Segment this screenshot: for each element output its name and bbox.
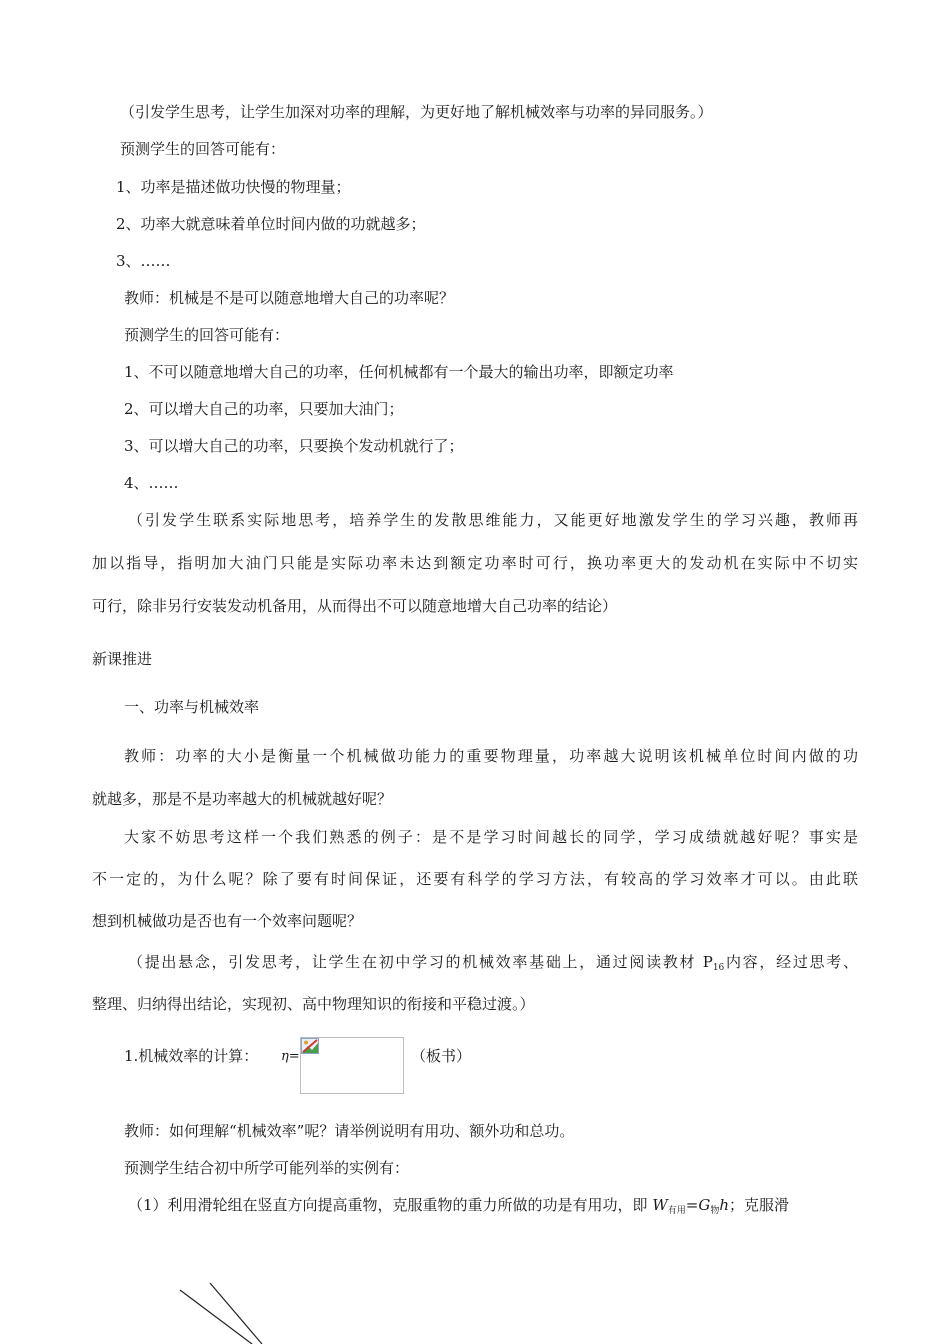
text-line-21: 想到机械做功是否也有一个效率问题呢？: [92, 912, 363, 930]
text-line-13: 加以指导，指明加大油门只能是实际功率未达到额定功率时可行，换功率更大的发动机在实际中不切实: [92, 554, 858, 572]
gravity-symbol: G: [698, 1196, 711, 1214]
text-line-8: 1、不可以随意地增大自己的功率，任何机械都有一个最大的输出功率，即额定功率: [124, 363, 674, 381]
eta-symbol: η=: [281, 1049, 300, 1064]
height-symbol: h: [719, 1196, 730, 1214]
diagram-line-right: [210, 1283, 262, 1344]
section-heading: 新课推进: [92, 650, 153, 668]
work-subscript: 有用: [667, 1206, 686, 1216]
text-line-10: 3、可以增大自己的功率，只要换个发动机就行了；: [124, 437, 464, 455]
last-line-text-after: ；克服滑: [729, 1196, 790, 1214]
formula-label: 1.机械效率的计算：: [124, 1047, 259, 1065]
text-line-7: 预测学生的回答可能有：: [124, 326, 290, 344]
text-line-12: （引发学生联系实际地思考，培养学生的发散思维能力，又能更好地激发学生的学习兴趣，教师再: [128, 511, 858, 529]
last-line-text-before: （1）利用滑轮组在竖直方向提高重物，克服重物的重力所做的功是有用功，即: [128, 1196, 653, 1214]
subsection-heading: 一、功率与机械效率: [124, 698, 260, 716]
text-line-11: 4、……: [124, 474, 179, 492]
text-line-4: 2、功率大就意味着单位时间内做的功就越多；: [116, 215, 426, 233]
text-line-20: 不一定的，为什么呢？除了要有时间保证，还要有科学的学习方法，有较高的学习效率才可以。由此联: [92, 870, 858, 888]
text-line-19: 大家不妨思考这样一个我们熟悉的例子：是不是学习时间越长的同学，学习成绩就越好呢？事实是: [124, 828, 858, 846]
text-line-9: 2、可以增大自己的功率，只要加大油门；: [124, 400, 404, 418]
p16-text-after: 内容，经过思考、: [724, 953, 858, 971]
text-line-17: 教师：功率的大小是衡量一个机械做功能力的重要物理量，功率越大说明该机械单位时间内做的功: [124, 747, 858, 765]
text-line-18: 就越多，那是不是功率越大的机械就越好呢？: [92, 790, 393, 808]
text-line-14: 可行，除非另行安装发动机备用，从而得出不可以随意地增大自己功率的结论）: [92, 597, 618, 615]
text-line-25: 教师：如何理解“机械效率”呢？请举例说明有用功、额外功和总功。: [124, 1122, 575, 1140]
text-line-23: 整理、归纳得出结论，实现初、高中物理知识的衔接和平稳过渡。）: [92, 995, 535, 1013]
p16-subscript: 16: [712, 963, 725, 973]
text-line-26: 预测学生结合初中所学可能列举的实例有：: [124, 1159, 410, 1177]
work-symbol: W: [652, 1196, 668, 1214]
text-line-5: 3、……: [116, 252, 171, 270]
text-line-1: （引发学生思考，让学生加深对功率的理解，为更好地了解机械效率与功率的异同服务。）: [120, 103, 713, 121]
diagram-line-left: [180, 1290, 252, 1344]
p16-text-before: （提出悬念，引发思考，让学生在初中学习的机械效率基础上，通过阅读教材 P: [128, 953, 713, 971]
text-line-3: 1、功率是描述做功快慢的物理量；: [116, 178, 351, 196]
text-line-2: 预测学生的回答可能有：: [120, 140, 286, 158]
gravity-subscript: 物: [710, 1206, 720, 1216]
equals-sign: =: [685, 1196, 699, 1214]
formula-note: （板书）: [411, 1047, 472, 1065]
text-line-6: 教师：机械是不是可以随意地增大自己的功率呢？: [124, 289, 455, 307]
